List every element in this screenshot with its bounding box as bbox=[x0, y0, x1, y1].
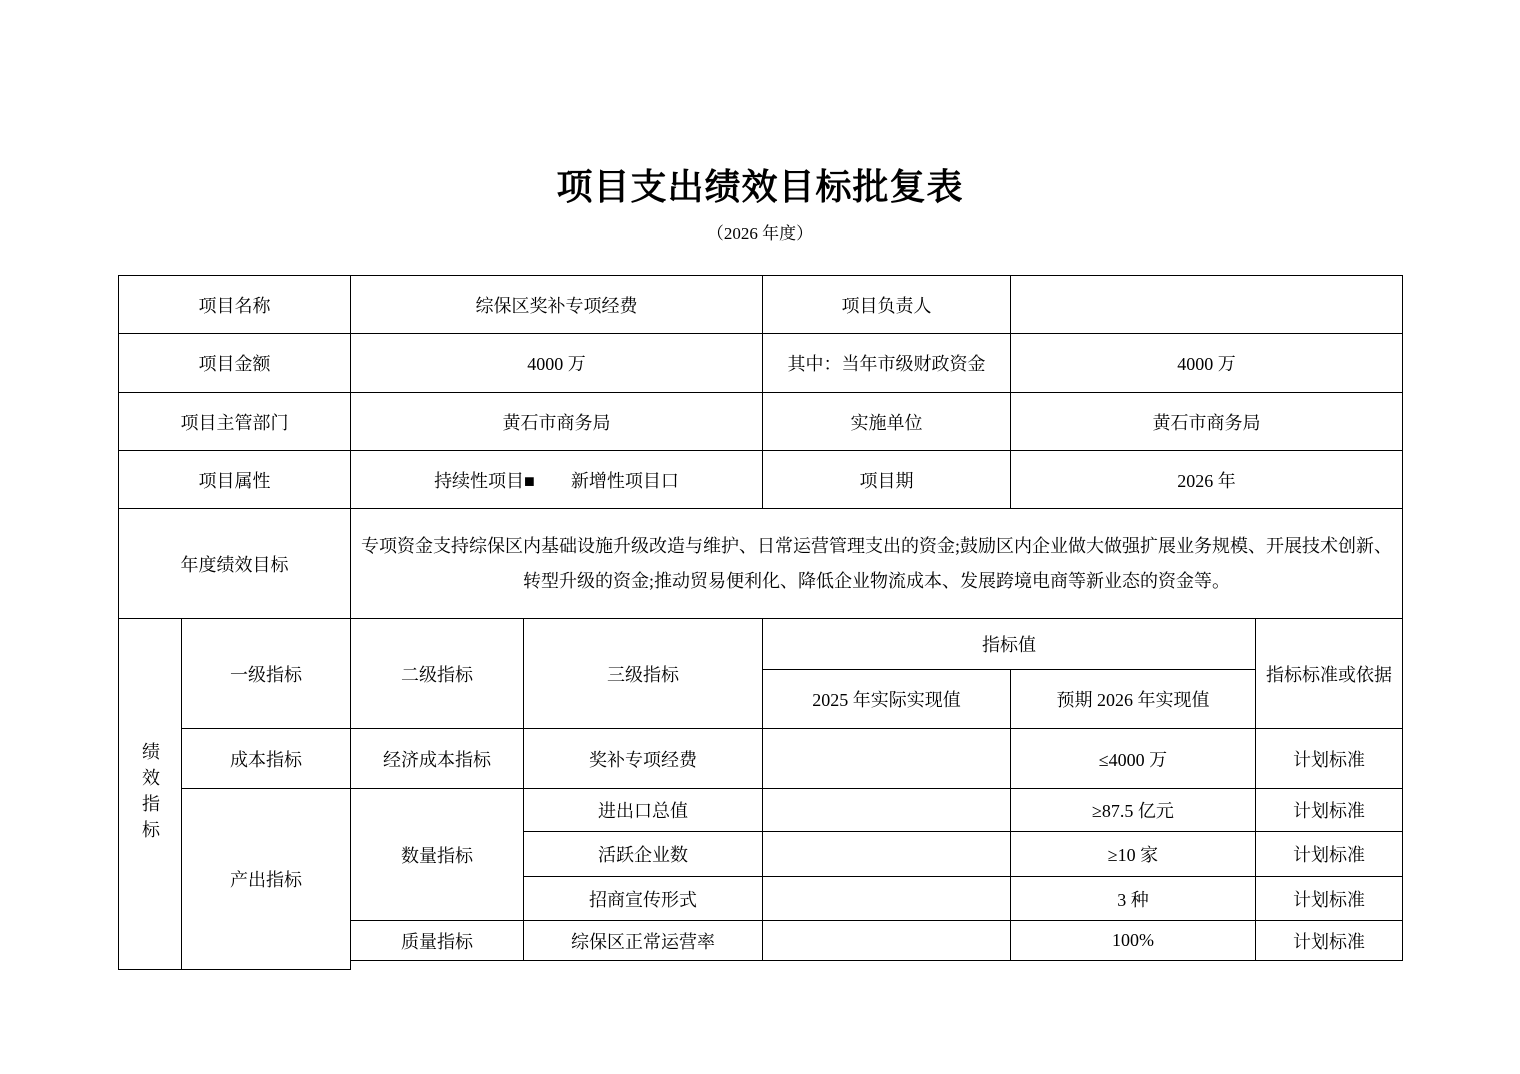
table-row bbox=[119, 619, 1403, 670]
project-period-label: 项目期 bbox=[763, 451, 1011, 509]
project-amount-value: 4000 万 bbox=[351, 334, 763, 393]
supervising-dept-label: 项目主管部门 bbox=[119, 393, 351, 451]
table-row bbox=[119, 451, 1403, 509]
approval-table bbox=[118, 275, 1403, 970]
actual-2025-cell bbox=[763, 921, 1011, 961]
actual-2025-cell bbox=[763, 877, 1011, 921]
cutoff-cell bbox=[351, 961, 524, 970]
expected-2026-cell: ≥10 家 bbox=[1011, 832, 1256, 877]
value-group-header: 指标值 bbox=[763, 619, 1256, 670]
standard-header: 指标标准或依据 bbox=[1256, 619, 1403, 729]
actual-2025-header: 2025 年实际实现值 bbox=[763, 670, 1011, 729]
performance-side-label-text: 绩效指标 bbox=[140, 741, 160, 846]
level3-header: 三级指标 bbox=[524, 619, 763, 729]
expected-2026-header: 预期 2026 年实现值 bbox=[1011, 670, 1256, 729]
city-fiscal-funds-value: 4000 万 bbox=[1011, 334, 1403, 393]
level3-cell: 综保区正常运营率 bbox=[524, 921, 763, 961]
expected-2026-cell: ≥87.5 亿元 bbox=[1011, 789, 1256, 832]
level2-cell: 质量指标 bbox=[351, 921, 524, 961]
level3-cell: 进出口总值 bbox=[524, 789, 763, 832]
project-attribute-value: 持续性项目■ 新增性项目口 bbox=[351, 451, 763, 509]
level3-cell: 活跃企业数 bbox=[524, 832, 763, 877]
expected-2026-cell: ≤4000 万 bbox=[1011, 729, 1256, 789]
table-row bbox=[119, 334, 1403, 393]
level3-cell: 奖补专项经费 bbox=[524, 729, 763, 789]
table-row bbox=[119, 729, 1403, 789]
level2-cell: 经济成本指标 bbox=[351, 729, 524, 789]
level1-cell: 产出指标 bbox=[182, 789, 351, 970]
project-leader-label: 项目负责人 bbox=[763, 276, 1011, 334]
standard-cell: 计划标准 bbox=[1256, 832, 1403, 877]
project-attribute-label: 项目属性 bbox=[119, 451, 351, 509]
table-row bbox=[119, 509, 1403, 619]
standard-cell: 计划标准 bbox=[1256, 921, 1403, 961]
cutoff-cell bbox=[1011, 961, 1256, 970]
city-fiscal-funds-label: 其中：当年市级财政资金 bbox=[763, 334, 1011, 393]
project-amount-label: 项目金额 bbox=[119, 334, 351, 393]
level2-cell: 数量指标 bbox=[351, 789, 524, 921]
project-leader-value bbox=[1011, 276, 1403, 334]
actual-2025-cell bbox=[763, 789, 1011, 832]
performance-side-label bbox=[119, 619, 182, 970]
cutoff-cell bbox=[1256, 961, 1403, 970]
page-subtitle: （2026 年度） bbox=[706, 224, 814, 243]
level2-header: 二级指标 bbox=[351, 619, 524, 729]
expected-2026-cell: 100% bbox=[1011, 921, 1256, 961]
implementing-unit-label: 实施单位 bbox=[763, 393, 1011, 451]
table-row bbox=[119, 276, 1403, 334]
cutoff-cell bbox=[524, 961, 763, 970]
table-row bbox=[119, 789, 1403, 832]
supervising-dept-value: 黄石市商务局 bbox=[351, 393, 763, 451]
level3-cell: 招商宣传形式 bbox=[524, 877, 763, 921]
level1-cell: 成本指标 bbox=[182, 729, 351, 789]
standard-cell: 计划标准 bbox=[1256, 877, 1403, 921]
annual-goal-text: 专项资金支持综保区内基础设施升级改造与维护、日常运营管理支出的资金;鼓励区内企业做大做强扩展业务规模、开展技术创新、转型升级的资金;推动贸易便利化、降低企业物流成本、发展跨境电商等新业态的资金等。 bbox=[351, 509, 1403, 619]
cutoff-cell bbox=[763, 961, 1011, 970]
implementing-unit-value: 黄石市商务局 bbox=[1011, 393, 1403, 451]
standard-cell: 计划标准 bbox=[1256, 729, 1403, 789]
project-period-value: 2026 年 bbox=[1011, 451, 1403, 509]
annual-goal-label: 年度绩效目标 bbox=[119, 509, 351, 619]
project-name-label: 项目名称 bbox=[119, 276, 351, 334]
table-row bbox=[119, 393, 1403, 451]
actual-2025-cell bbox=[763, 729, 1011, 789]
level1-header: 一级指标 bbox=[182, 619, 351, 729]
standard-cell: 计划标准 bbox=[1256, 789, 1403, 832]
project-name-value: 综保区奖补专项经费 bbox=[351, 276, 763, 334]
page-title: 项目支出绩效目标批复表 bbox=[556, 167, 964, 207]
actual-2025-cell bbox=[763, 832, 1011, 877]
expected-2026-cell: 3 种 bbox=[1011, 877, 1256, 921]
